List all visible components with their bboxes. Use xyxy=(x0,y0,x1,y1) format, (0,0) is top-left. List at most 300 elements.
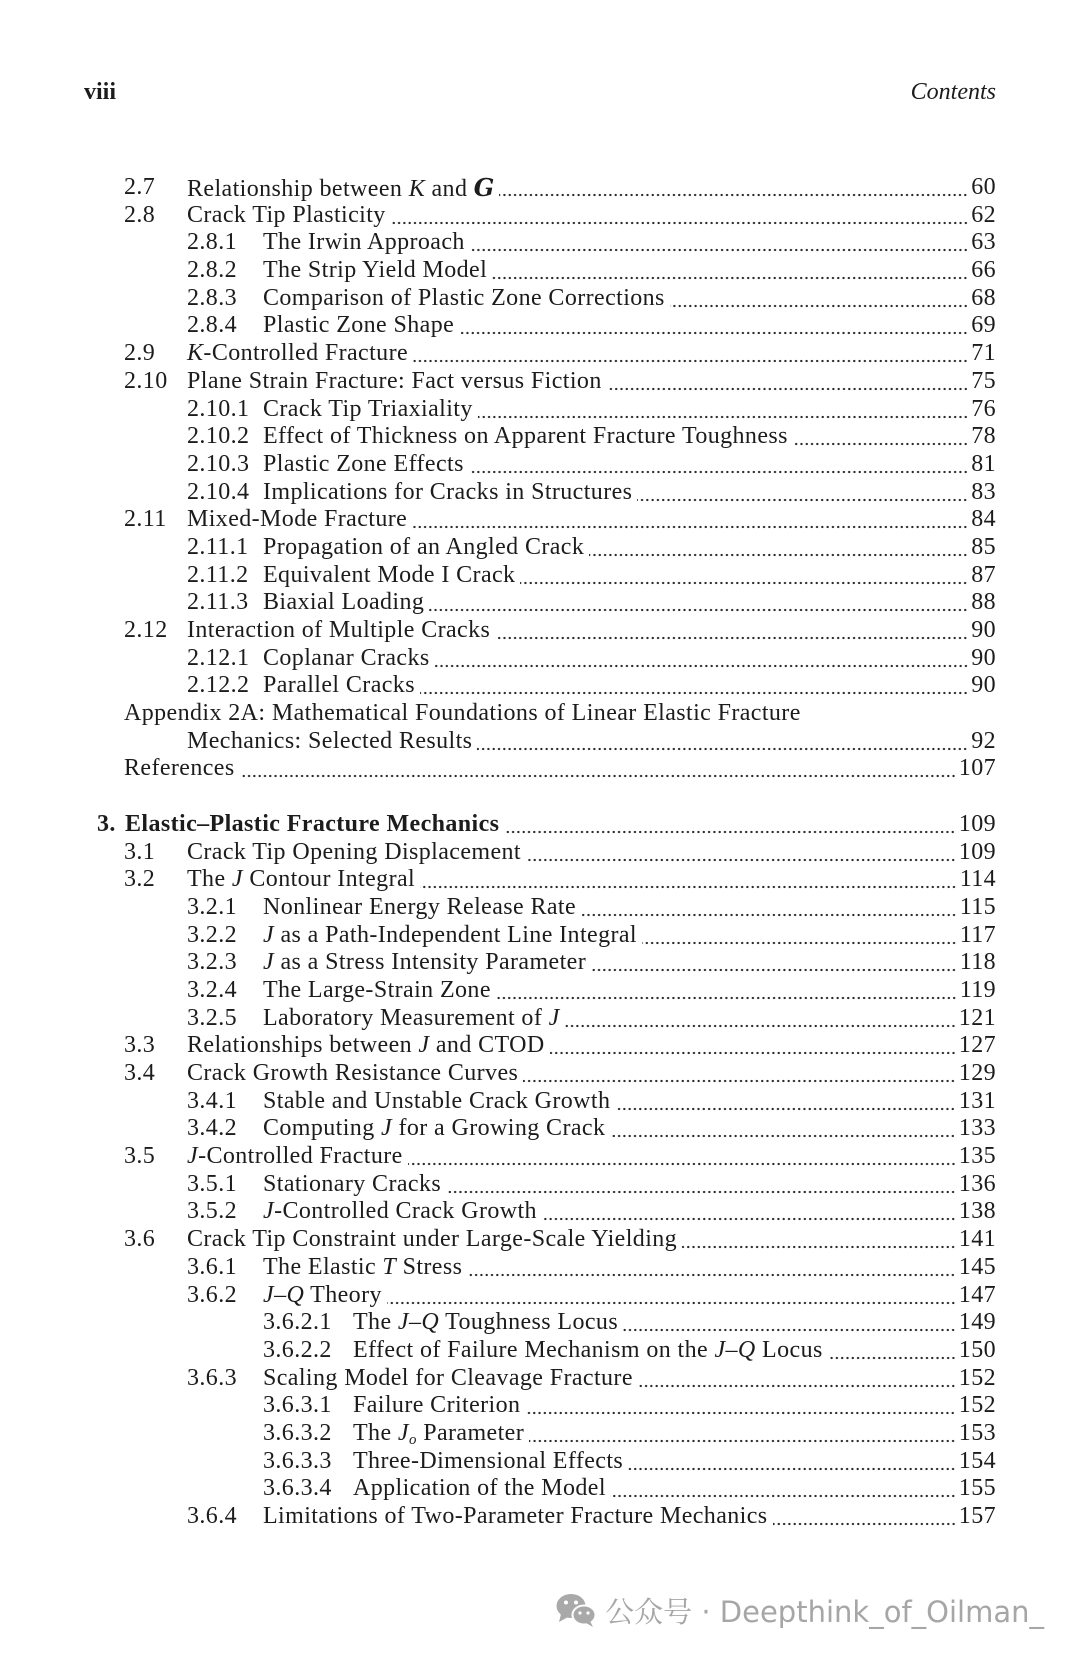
dot-leader xyxy=(623,1309,956,1337)
dot-leader xyxy=(589,534,968,562)
dot-leader xyxy=(529,1420,956,1448)
dot-leader xyxy=(550,1032,956,1060)
math-symbol: J xyxy=(263,1198,275,1225)
math-symbol: J xyxy=(548,1004,560,1031)
section-number: 3.4.1 xyxy=(187,1087,237,1114)
title-text: Elastic–Plastic Fracture Mechanics xyxy=(125,810,500,837)
dot-leader xyxy=(477,728,968,756)
section-number: 3.2.3 xyxy=(187,949,237,976)
dot-leader xyxy=(682,1226,956,1254)
section-title xyxy=(263,423,788,451)
section-title xyxy=(263,1503,768,1531)
toc-line xyxy=(263,1088,996,1116)
toc-entry xyxy=(0,1420,1080,1448)
title-text: Stable and Unstable Crack Growth xyxy=(263,1087,611,1114)
page-number: 83 xyxy=(971,478,996,505)
section-title xyxy=(263,977,491,1005)
toc-line xyxy=(263,229,996,257)
toc-line xyxy=(263,396,996,424)
chapter-heading xyxy=(0,811,1080,839)
page-number: 90 xyxy=(971,644,996,671)
toc-entry xyxy=(0,506,1080,534)
toc-line xyxy=(263,534,996,562)
section-title xyxy=(187,340,408,368)
toc-entry xyxy=(0,285,1080,313)
toc-entry xyxy=(0,1309,1080,1337)
section-title xyxy=(263,534,584,562)
title-text: Crack Tip Opening Displacement xyxy=(187,838,521,865)
toc-line xyxy=(263,451,996,479)
section-title xyxy=(263,922,637,950)
page-number: 76 xyxy=(971,395,996,422)
page-number: 81 xyxy=(971,450,996,477)
section-number: 2.8 xyxy=(124,201,156,228)
dot-leader xyxy=(581,894,957,922)
title-text: The Irwin Approach xyxy=(263,229,465,256)
title-text: Implications for Cracks in Structures xyxy=(263,478,633,505)
toc-line xyxy=(353,1337,996,1365)
section-number: 3.6.3.3 xyxy=(263,1447,332,1474)
dot-leader xyxy=(638,1365,956,1393)
toc-line xyxy=(353,1420,996,1448)
toc-line xyxy=(263,257,996,285)
math-symbol: Q xyxy=(421,1309,440,1336)
title-text: Failure Criterion xyxy=(353,1392,521,1419)
page-number: 115 xyxy=(959,893,996,920)
section-number: 3.6.2 xyxy=(187,1281,237,1308)
toc-line xyxy=(187,506,996,534)
section-number: 2.11 xyxy=(124,506,167,533)
toc-entry xyxy=(0,1337,1080,1365)
toc-line xyxy=(187,866,996,894)
section-number: 3.2.2 xyxy=(187,921,237,948)
page-number: 121 xyxy=(958,1004,996,1031)
page-number: 133 xyxy=(958,1115,996,1142)
toc-line xyxy=(263,922,996,950)
dot-leader xyxy=(523,1060,956,1088)
page-number: 87 xyxy=(971,561,996,588)
toc-line xyxy=(187,1143,996,1171)
section-title xyxy=(263,949,586,977)
math-symbol: J xyxy=(397,1309,409,1336)
section-title xyxy=(187,839,521,867)
math-symbol: Q xyxy=(286,1281,305,1308)
section-title xyxy=(263,479,632,507)
dot-leader xyxy=(637,479,968,507)
page-number: 127 xyxy=(958,1032,996,1059)
section-title xyxy=(263,312,454,340)
dot-leader xyxy=(628,1448,956,1476)
toc-line xyxy=(263,479,996,507)
page-number: 129 xyxy=(958,1060,996,1086)
section-number: 3.6.3.4 xyxy=(263,1475,332,1502)
math-symbol: J xyxy=(263,921,275,948)
section-number: 3. xyxy=(97,810,116,837)
watermark-text: 公众号 · Deepthink_of_Oilman_ xyxy=(605,1594,1044,1629)
section-title xyxy=(187,866,415,894)
section-number: 2.8.1 xyxy=(187,229,237,256)
dot-leader xyxy=(459,312,968,340)
math-symbol: Q xyxy=(737,1336,756,1363)
toc-line xyxy=(263,1365,996,1393)
title-text: Biaxial Loading xyxy=(263,589,425,616)
section-title xyxy=(263,1254,462,1282)
math-symbol: T xyxy=(382,1253,397,1280)
page-number: 135 xyxy=(958,1143,996,1170)
title-text: Parameter xyxy=(416,1419,525,1446)
toc-entry xyxy=(0,257,1080,285)
toc-line xyxy=(353,1475,996,1503)
toc-entry xyxy=(0,1282,1080,1310)
section-number: 2.10.2 xyxy=(187,423,250,450)
section-title xyxy=(263,562,515,590)
dot-leader xyxy=(542,1198,956,1226)
page-number: 90 xyxy=(971,617,996,643)
page-number: 109 xyxy=(958,838,996,865)
math-symbol: K xyxy=(187,340,204,367)
section-title xyxy=(187,1032,545,1060)
math-symbol: J xyxy=(231,866,243,893)
title-text: – xyxy=(408,1309,422,1336)
dot-leader xyxy=(446,1171,956,1199)
dot-leader xyxy=(420,672,968,700)
title-text: Computing xyxy=(263,1115,382,1142)
running-head: Contents xyxy=(910,79,996,105)
math-symbol: K xyxy=(408,176,426,202)
page-number: 84 xyxy=(971,506,996,533)
dot-leader xyxy=(478,396,968,424)
title-text: Parallel Cracks xyxy=(263,672,415,699)
section-title xyxy=(263,451,464,479)
toc-line xyxy=(187,368,996,396)
title-text: Scaling Model for Cleavage Fracture xyxy=(263,1364,633,1391)
dot-leader xyxy=(492,257,968,285)
section-title xyxy=(187,202,386,230)
dot-leader xyxy=(565,1005,956,1033)
title-text: The Strip Yield Model xyxy=(263,257,488,284)
toc-entry-appendix-continued xyxy=(0,728,1080,756)
header-page-number: viii xyxy=(84,79,117,105)
page-number: 60 xyxy=(971,174,996,200)
dot-leader xyxy=(470,229,968,257)
toc-entry-appendix xyxy=(0,700,1080,728)
toc-entry xyxy=(0,1060,1080,1088)
title-text: Crack Tip Constraint under Large-Scale Yielding xyxy=(187,1226,678,1253)
title-text: for a Growing Crack xyxy=(392,1115,606,1142)
toc-entry xyxy=(0,1448,1080,1476)
toc-line xyxy=(263,1171,996,1199)
title-text: Effect of Thickness on Apparent Fracture Toughness xyxy=(263,423,788,450)
toc-entry xyxy=(0,894,1080,922)
section-number: 3.1 xyxy=(124,838,156,865)
math-symbol: J xyxy=(381,1115,393,1142)
toc-entry xyxy=(0,1088,1080,1116)
section-title xyxy=(263,396,473,424)
toc-line xyxy=(187,839,996,867)
toc-entry xyxy=(0,1254,1080,1282)
section-title xyxy=(263,1088,610,1116)
title-text: Stress xyxy=(396,1253,463,1280)
page-number: 119 xyxy=(959,976,996,1003)
toc-line xyxy=(124,700,996,728)
section-title xyxy=(263,1282,382,1310)
section-number: 3.3 xyxy=(124,1032,156,1059)
section-number: 2.11.1 xyxy=(187,533,249,560)
toc-line xyxy=(263,1198,996,1226)
dot-leader xyxy=(499,174,968,202)
dot-leader xyxy=(420,866,957,894)
page-number: 107 xyxy=(958,755,996,782)
page-number: 136 xyxy=(958,1170,996,1197)
dot-leader xyxy=(467,1254,955,1282)
toc-entry xyxy=(0,977,1080,1005)
toc-entry xyxy=(0,1115,1080,1143)
toc-line xyxy=(263,562,996,590)
section-number: 3.6 xyxy=(124,1226,156,1253)
section-number: 2.10 xyxy=(124,367,168,394)
toc-entry xyxy=(0,866,1080,894)
dot-leader xyxy=(496,977,957,1005)
page-number: 141 xyxy=(958,1226,996,1253)
toc-entry xyxy=(0,1171,1080,1199)
section-number: 3.4 xyxy=(124,1060,156,1086)
section-number: 2.11.2 xyxy=(187,561,249,588)
page-number: 152 xyxy=(958,1364,996,1391)
title-text: as a Stress Intensity Parameter xyxy=(274,949,587,976)
section-number: 3.6.2.1 xyxy=(263,1309,332,1336)
title-text: Three-Dimensional Effects xyxy=(353,1447,624,1474)
title-text: Relationship between xyxy=(187,176,409,202)
page-number: 69 xyxy=(971,312,996,339)
toc-entry xyxy=(0,562,1080,590)
section-number: 3.5.2 xyxy=(187,1198,237,1225)
page-number: 109 xyxy=(958,810,996,837)
title-text: Effect of Failure Mechanism on the xyxy=(353,1336,715,1363)
section-title xyxy=(263,1198,537,1226)
toc-line xyxy=(187,174,996,202)
dot-leader xyxy=(408,1143,956,1171)
math-symbol: J xyxy=(397,1419,409,1446)
dot-leader xyxy=(670,285,968,313)
math-symbol: J xyxy=(263,949,275,976)
toc-entry xyxy=(0,202,1080,230)
section-number: 2.9 xyxy=(124,340,156,367)
page-number: 157 xyxy=(958,1503,996,1529)
toc-line xyxy=(353,1392,996,1420)
title-text: Comparison of Plastic Zone Corrections xyxy=(263,284,665,311)
toc-entry xyxy=(0,1365,1080,1393)
title-text: Stationary Cracks xyxy=(263,1170,442,1197)
section-number: 2.12.2 xyxy=(187,672,250,699)
section-title xyxy=(263,229,465,257)
toc-entry xyxy=(0,229,1080,257)
title-text: Contour Integral xyxy=(242,866,416,893)
toc-entry xyxy=(0,1198,1080,1226)
toc-line xyxy=(263,672,996,700)
toc-line xyxy=(263,285,996,313)
toc-line xyxy=(187,1032,996,1060)
section-title xyxy=(263,894,576,922)
section-title xyxy=(187,617,490,645)
title-text: Plane Strain Fracture: Fact versus Fiction xyxy=(187,367,602,394)
section-number: 2.12.1 xyxy=(187,644,250,671)
page-number: 153 xyxy=(958,1419,996,1446)
page-number: 63 xyxy=(971,229,996,256)
title-text: Coplanar Cracks xyxy=(263,644,430,671)
toc-entry xyxy=(0,312,1080,340)
section-title xyxy=(263,257,487,285)
toc-entry xyxy=(0,423,1080,451)
toc-line xyxy=(263,423,996,451)
page-number: 149 xyxy=(958,1309,996,1336)
title-text: Nonlinear Energy Release Rate xyxy=(263,893,577,920)
title-text: The Large-Strain Zone xyxy=(263,976,491,1003)
page-number: 78 xyxy=(971,423,996,450)
toc-entry xyxy=(0,340,1080,368)
toc-entry xyxy=(0,1475,1080,1503)
section-title xyxy=(353,1337,823,1365)
toc-line xyxy=(263,1115,996,1143)
section-number: 3.6.2.2 xyxy=(263,1336,332,1363)
section-title xyxy=(263,1115,605,1143)
section-number: 3.2.4 xyxy=(187,976,237,1003)
section-title xyxy=(263,1171,441,1199)
toc-line xyxy=(263,1282,996,1310)
toc-entry xyxy=(0,1392,1080,1420)
toc-entry xyxy=(0,672,1080,700)
dot-leader xyxy=(642,922,957,950)
math-symbol: o xyxy=(408,1432,417,1449)
dot-leader xyxy=(773,1503,956,1531)
section-title xyxy=(353,1392,520,1420)
title-text: Crack Growth Resistance Curves xyxy=(187,1060,519,1086)
toc-entry xyxy=(0,174,1080,202)
toc-entry xyxy=(0,617,1080,645)
page-number: 90 xyxy=(971,672,996,699)
section-number: 2.8.3 xyxy=(187,284,237,311)
title-text: Theory xyxy=(304,1281,382,1308)
section-number: 3.6.3.1 xyxy=(263,1392,332,1419)
section-number: 3.4.2 xyxy=(187,1115,237,1142)
title-text: and CTOD xyxy=(429,1032,545,1059)
dot-leader xyxy=(793,423,968,451)
toc-entry xyxy=(0,755,1080,783)
page-number: 152 xyxy=(958,1392,996,1419)
title-text: Mixed-Mode Fracture xyxy=(187,506,408,533)
dot-leader xyxy=(435,645,969,673)
dot-leader xyxy=(828,1337,956,1365)
page-number: 155 xyxy=(958,1475,996,1502)
dot-leader xyxy=(391,202,969,230)
toc-entry xyxy=(0,1143,1080,1171)
page-number: 118 xyxy=(959,949,996,976)
title-text: Crack Tip Triaxiality xyxy=(263,395,473,422)
section-title xyxy=(187,1226,677,1254)
section-title xyxy=(353,1448,623,1476)
dot-leader xyxy=(504,811,955,839)
section-number: 3.6.1 xyxy=(187,1253,237,1280)
math-symbol: J xyxy=(714,1336,726,1363)
section-title xyxy=(187,506,407,534)
section-title xyxy=(353,1309,618,1337)
title-text: Locus xyxy=(755,1336,823,1363)
math-symbol: J xyxy=(187,1143,199,1170)
toc-entry xyxy=(0,451,1080,479)
title-text: – xyxy=(725,1336,738,1363)
page-number: 147 xyxy=(958,1281,996,1308)
page-number: 71 xyxy=(971,340,996,367)
dot-leader xyxy=(611,1475,956,1503)
section-title xyxy=(263,1365,633,1393)
toc-line xyxy=(187,728,996,756)
title-text: Limitations of Two-Parameter Fracture Mechanics xyxy=(263,1503,768,1529)
toc-line xyxy=(187,617,996,645)
toc-line xyxy=(263,1254,996,1282)
title-text: -Controlled Crack Growth xyxy=(274,1198,537,1225)
section-title xyxy=(263,672,415,700)
title-text: Plastic Zone Shape xyxy=(263,312,455,339)
page-number: 114 xyxy=(959,866,996,893)
section-title xyxy=(187,368,602,396)
section-title: Appendix 2A: Mathematical Foundations of Linear Elastic Fracture xyxy=(124,700,801,727)
title-text: and xyxy=(425,176,474,202)
dot-leader xyxy=(413,340,968,368)
section-number: 2.8.4 xyxy=(187,312,237,339)
toc-line xyxy=(263,1005,996,1033)
section-number: 2.10.1 xyxy=(187,395,250,422)
toc-entry xyxy=(0,534,1080,562)
toc-line xyxy=(187,202,996,230)
toc-line xyxy=(125,811,996,839)
toc-entry xyxy=(0,368,1080,396)
toc-line xyxy=(263,589,996,617)
title-text: Propagation of an Angled Crack xyxy=(263,533,585,560)
toc-line xyxy=(353,1448,996,1476)
table-of-contents xyxy=(0,174,1080,1531)
toc-line xyxy=(187,1060,996,1088)
title-text: – xyxy=(274,1281,287,1308)
toc-line xyxy=(263,312,996,340)
toc-entry xyxy=(0,839,1080,867)
toc-entry xyxy=(0,1032,1080,1060)
title-text: Relationships between xyxy=(187,1032,419,1059)
page-number: 154 xyxy=(958,1447,996,1474)
dot-leader xyxy=(240,755,956,783)
section-title xyxy=(124,755,235,783)
dot-leader xyxy=(615,1088,955,1116)
toc-entry xyxy=(0,1005,1080,1033)
toc-entry xyxy=(0,396,1080,424)
title-text: Crack Tip Plasticity xyxy=(187,201,386,228)
section-number: 2.7 xyxy=(124,174,156,200)
section-number: 3.2 xyxy=(124,866,156,893)
toc-line xyxy=(187,1226,996,1254)
toc-line xyxy=(263,894,996,922)
section-title xyxy=(353,1475,606,1503)
section-title: Mechanics: Selected Results xyxy=(187,727,473,754)
section-number: 3.5.1 xyxy=(187,1170,237,1197)
watermark xyxy=(555,1590,1044,1630)
section-number: 3.2.5 xyxy=(187,1004,237,1031)
title-text: -Controlled Fracture xyxy=(203,340,409,367)
dot-leader xyxy=(591,949,957,977)
toc-entry xyxy=(0,1226,1080,1254)
section-number: 3.6.3 xyxy=(187,1364,237,1391)
section-number: 3.2.1 xyxy=(187,893,237,920)
title-text: Interaction of Multiple Cracks xyxy=(187,617,491,643)
page-number: 85 xyxy=(971,533,996,560)
page-number: 131 xyxy=(958,1087,996,1114)
